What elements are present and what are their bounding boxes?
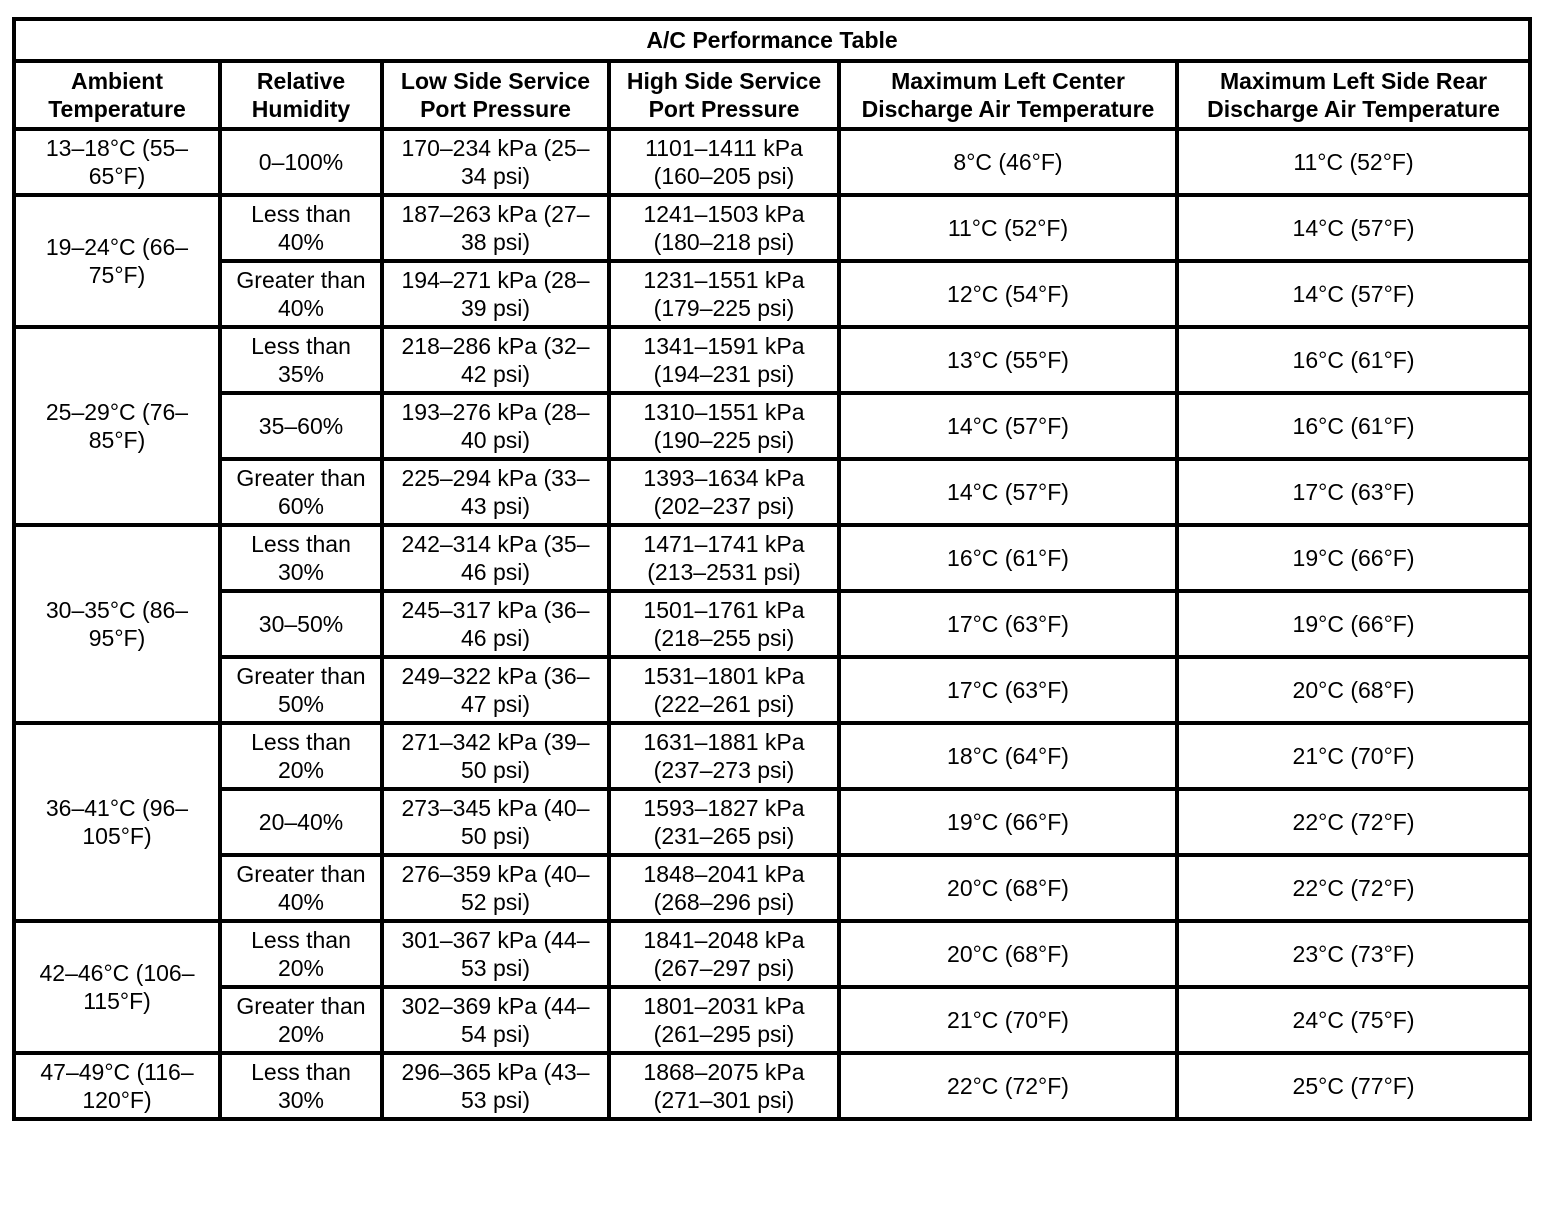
left-rear-discharge-temp-cell: 11°C (52°F) xyxy=(1177,129,1530,195)
cell-line: Greater than xyxy=(236,267,366,293)
cell-line: 1471–1741 kPa xyxy=(643,531,805,557)
ambient-temperature-cell xyxy=(14,327,220,525)
cell-line: 20–40% xyxy=(258,809,344,835)
cell-line: 1101–1411 kPa xyxy=(645,135,803,161)
cell-line: 1231–1551 kPa xyxy=(643,267,805,293)
table-row xyxy=(14,459,1530,525)
cell-line: 245–317 kPa (36– xyxy=(401,597,590,623)
cell-line: Less than xyxy=(251,927,351,953)
low-side-pressure-cell xyxy=(382,195,609,261)
header-line: Temperature xyxy=(48,96,186,122)
cell-line: (268–296 psi) xyxy=(653,889,795,915)
header-line: Maximum Left Center xyxy=(891,68,1125,94)
low-side-pressure-cell xyxy=(382,987,609,1053)
cell-line: 1631–1881 kPa xyxy=(643,729,805,755)
table-row xyxy=(14,195,1530,261)
low-side-pressure-cell xyxy=(382,261,609,327)
column-header-left-center-discharge-temp xyxy=(839,61,1177,129)
left-center-discharge-temp-cell: 17°C (63°F) xyxy=(839,591,1177,657)
low-side-pressure-cell xyxy=(382,393,609,459)
low-side-pressure-cell xyxy=(382,591,609,657)
cell-line: 53 psi) xyxy=(460,1087,531,1113)
cell-line: 60% xyxy=(277,493,325,519)
column-header-high-side-pressure xyxy=(609,61,839,129)
cell-line: 1848–2041 kPa xyxy=(643,861,805,887)
left-rear-discharge-temp-cell: 19°C (66°F) xyxy=(1177,591,1530,657)
high-side-pressure-cell xyxy=(609,855,839,921)
cell-line: 52 psi) xyxy=(460,889,531,915)
left-rear-discharge-temp-cell: 17°C (63°F) xyxy=(1177,459,1530,525)
left-rear-discharge-temp-cell: 16°C (61°F) xyxy=(1177,327,1530,393)
cell-line: 30% xyxy=(277,1087,325,1113)
cell-line: 50 psi) xyxy=(460,823,531,849)
table-row xyxy=(14,525,1530,591)
header-line: Discharge Air Temperature xyxy=(1207,96,1500,122)
cell-line: 50 psi) xyxy=(460,757,531,783)
cell-line: 105°F) xyxy=(82,823,152,849)
cell-line: 273–345 kPa (40– xyxy=(401,795,590,821)
cell-line: 249–322 kPa (36– xyxy=(401,663,590,689)
relative-humidity-cell xyxy=(220,987,382,1053)
cell-line: 40% xyxy=(277,295,325,321)
left-center-discharge-temp-cell: 21°C (70°F) xyxy=(839,987,1177,1053)
low-side-pressure-cell xyxy=(382,129,609,195)
cell-line: 1310–1551 kPa xyxy=(643,399,805,425)
header-line: Port Pressure xyxy=(420,96,571,122)
high-side-pressure-cell xyxy=(609,657,839,723)
header-line: Relative xyxy=(256,68,346,94)
cell-line: 187–263 kPa (27– xyxy=(401,201,590,227)
cell-line: 1393–1634 kPa xyxy=(643,465,805,491)
cell-line: 50% xyxy=(277,691,325,717)
cell-line: 20% xyxy=(277,1021,325,1047)
left-rear-discharge-temp-cell: 14°C (57°F) xyxy=(1177,261,1530,327)
high-side-pressure-cell xyxy=(609,723,839,789)
cell-line: 20% xyxy=(277,757,325,783)
left-rear-discharge-temp-cell: 22°C (72°F) xyxy=(1177,789,1530,855)
left-rear-discharge-temp-cell: 20°C (68°F) xyxy=(1177,657,1530,723)
high-side-pressure-cell xyxy=(609,261,839,327)
cell-line: 1801–2031 kPa xyxy=(643,993,805,1019)
left-rear-discharge-temp-cell: 24°C (75°F) xyxy=(1177,987,1530,1053)
table-row xyxy=(14,789,1530,855)
left-center-discharge-temp-cell: 11°C (52°F) xyxy=(839,195,1177,261)
left-rear-discharge-temp-cell: 14°C (57°F) xyxy=(1177,195,1530,261)
table-title-row xyxy=(14,19,1530,61)
cell-line: 1501–1761 kPa xyxy=(643,597,805,623)
header-line: Humidity xyxy=(251,96,351,122)
cell-line: 1868–2075 kPa xyxy=(643,1059,805,1085)
high-side-pressure-cell xyxy=(609,987,839,1053)
cell-line: 47 psi) xyxy=(460,691,531,717)
cell-line: 40% xyxy=(277,889,325,915)
cell-line: Less than xyxy=(251,201,351,227)
left-rear-discharge-temp-cell: 19°C (66°F) xyxy=(1177,525,1530,591)
low-side-pressure-cell xyxy=(382,657,609,723)
low-side-pressure-cell xyxy=(382,921,609,987)
header-line: High Side Service xyxy=(626,68,822,94)
relative-humidity-cell xyxy=(220,129,382,195)
cell-line: 75°F) xyxy=(88,262,146,288)
relative-humidity-cell xyxy=(220,327,382,393)
left-rear-discharge-temp-cell: 21°C (70°F) xyxy=(1177,723,1530,789)
low-side-pressure-cell xyxy=(382,855,609,921)
cell-line: 40% xyxy=(277,229,325,255)
left-center-discharge-temp-cell: 13°C (55°F) xyxy=(839,327,1177,393)
cell-line: (237–273 psi) xyxy=(653,757,795,783)
cell-line: 35–60% xyxy=(258,413,344,439)
left-center-discharge-temp-cell: 19°C (66°F) xyxy=(839,789,1177,855)
cell-line: 193–276 kPa (28– xyxy=(401,399,590,425)
cell-line: 54 psi) xyxy=(460,1021,531,1047)
left-rear-discharge-temp-cell: 22°C (72°F) xyxy=(1177,855,1530,921)
relative-humidity-cell xyxy=(220,855,382,921)
cell-line: 20% xyxy=(277,955,325,981)
cell-line: 1341–1591 kPa xyxy=(643,333,805,359)
high-side-pressure-cell xyxy=(609,393,839,459)
cell-line: Greater than xyxy=(236,993,366,1019)
cell-line: (261–295 psi) xyxy=(653,1021,795,1047)
cell-line: (231–265 psi) xyxy=(653,823,795,849)
left-center-discharge-temp-cell: 17°C (63°F) xyxy=(839,657,1177,723)
relative-humidity-cell xyxy=(220,921,382,987)
low-side-pressure-cell xyxy=(382,327,609,393)
cell-line: 38 psi) xyxy=(460,229,531,255)
ambient-temperature-cell xyxy=(14,723,220,921)
cell-line: 1531–1801 kPa xyxy=(643,663,805,689)
high-side-pressure-cell xyxy=(609,525,839,591)
cell-line: (194–231 psi) xyxy=(653,361,795,387)
left-rear-discharge-temp-cell: 16°C (61°F) xyxy=(1177,393,1530,459)
ambient-temperature-cell xyxy=(14,525,220,723)
high-side-pressure-cell xyxy=(609,129,839,195)
table-row xyxy=(14,723,1530,789)
cell-line: 53 psi) xyxy=(460,955,531,981)
cell-line: 25–29°C (76– xyxy=(45,399,189,425)
left-center-discharge-temp-cell: 14°C (57°F) xyxy=(839,393,1177,459)
cell-line: 170–234 kPa (25– xyxy=(401,135,590,161)
high-side-pressure-cell xyxy=(609,327,839,393)
header-line: Ambient xyxy=(71,68,163,94)
cell-line: 95°F) xyxy=(88,625,146,651)
relative-humidity-cell xyxy=(220,591,382,657)
left-center-discharge-temp-cell: 16°C (61°F) xyxy=(839,525,1177,591)
relative-humidity-cell xyxy=(220,789,382,855)
column-header-left-rear-discharge-temp xyxy=(1177,61,1530,129)
cell-line: 225–294 kPa (33– xyxy=(401,465,590,491)
cell-line: Greater than xyxy=(236,465,366,491)
table-row xyxy=(14,855,1530,921)
table-row xyxy=(14,591,1530,657)
high-side-pressure-cell xyxy=(609,921,839,987)
ambient-temperature-cell xyxy=(14,129,220,195)
low-side-pressure-cell xyxy=(382,1053,609,1119)
cell-line: 46 psi) xyxy=(460,559,531,585)
cell-line: 271–342 kPa (39– xyxy=(401,729,590,755)
cell-line: 13–18°C (55– xyxy=(45,135,189,161)
cell-line: (202–237 psi) xyxy=(653,493,795,519)
cell-line: (179–225 psi) xyxy=(653,295,795,321)
relative-humidity-cell xyxy=(220,1053,382,1119)
cell-line: (267–297 psi) xyxy=(653,955,795,981)
low-side-pressure-cell xyxy=(382,525,609,591)
cell-line: 42 psi) xyxy=(460,361,531,387)
ambient-temperature-cell xyxy=(14,1053,220,1119)
cell-line: (180–218 psi) xyxy=(653,229,795,255)
cell-line: Less than xyxy=(251,1059,351,1085)
cell-line: 19–24°C (66– xyxy=(45,234,189,260)
table-row xyxy=(14,129,1530,195)
cell-line: 276–359 kPa (40– xyxy=(401,861,590,887)
cell-line: (190–225 psi) xyxy=(653,427,795,453)
cell-line: Less than xyxy=(251,729,351,755)
table-title: A/C Performance Table xyxy=(14,19,1530,61)
cell-line: 30% xyxy=(277,559,325,585)
column-header-relative-humidity xyxy=(220,61,382,129)
cell-line: 40 psi) xyxy=(460,427,531,453)
cell-line: 1241–1503 kPa xyxy=(643,201,805,227)
left-center-discharge-temp-cell: 22°C (72°F) xyxy=(839,1053,1177,1119)
high-side-pressure-cell xyxy=(609,459,839,525)
table-row xyxy=(14,327,1530,393)
left-center-discharge-temp-cell: 20°C (68°F) xyxy=(839,921,1177,987)
header-line: Discharge Air Temperature xyxy=(861,96,1155,122)
cell-line: 46 psi) xyxy=(460,625,531,651)
cell-line: 115°F) xyxy=(83,988,151,1014)
cell-line: 120°F) xyxy=(82,1087,152,1113)
table-row xyxy=(14,261,1530,327)
high-side-pressure-cell xyxy=(609,195,839,261)
table-row xyxy=(14,657,1530,723)
cell-line: 1841–2048 kPa xyxy=(643,927,805,953)
relative-humidity-cell xyxy=(220,525,382,591)
cell-line: (213–2531 psi) xyxy=(647,559,801,585)
cell-line: 85°F) xyxy=(88,427,146,453)
header-line: Maximum Left Side Rear xyxy=(1219,68,1488,94)
ac-performance-table-container xyxy=(12,17,1528,1121)
table-row xyxy=(14,987,1530,1053)
ambient-temperature-cell xyxy=(14,921,220,1053)
low-side-pressure-cell xyxy=(382,459,609,525)
table-header-row xyxy=(14,61,1530,129)
relative-humidity-cell xyxy=(220,723,382,789)
left-rear-discharge-temp-cell: 25°C (77°F) xyxy=(1177,1053,1530,1119)
cell-line: Less than xyxy=(251,333,351,359)
column-header-low-side-pressure xyxy=(382,61,609,129)
cell-line: Less than xyxy=(251,531,351,557)
header-line: Low Side Service xyxy=(400,68,591,94)
cell-line: 301–367 kPa (44– xyxy=(401,927,590,953)
relative-humidity-cell xyxy=(220,459,382,525)
cell-line: 0–100% xyxy=(258,149,344,175)
left-center-discharge-temp-cell: 12°C (54°F) xyxy=(839,261,1177,327)
cell-line: Greater than xyxy=(236,861,366,887)
table-row xyxy=(14,921,1530,987)
left-center-discharge-temp-cell: 20°C (68°F) xyxy=(839,855,1177,921)
high-side-pressure-cell xyxy=(609,789,839,855)
cell-line: 35% xyxy=(277,361,325,387)
high-side-pressure-cell xyxy=(609,1053,839,1119)
cell-line: 30–50% xyxy=(258,611,344,637)
high-side-pressure-cell xyxy=(609,591,839,657)
cell-line: 30–35°C (86– xyxy=(45,597,189,623)
left-center-discharge-temp-cell: 18°C (64°F) xyxy=(839,723,1177,789)
low-side-pressure-cell xyxy=(382,789,609,855)
left-center-discharge-temp-cell: 8°C (46°F) xyxy=(839,129,1177,195)
low-side-pressure-cell xyxy=(382,723,609,789)
table-row xyxy=(14,1053,1530,1119)
cell-line: 39 psi) xyxy=(460,295,531,321)
cell-line: 296–365 kPa (43– xyxy=(401,1059,590,1085)
cell-line: 242–314 kPa (35– xyxy=(401,531,590,557)
ac-performance-table xyxy=(12,17,1532,1121)
cell-line: 36–41°C (96– xyxy=(45,795,189,821)
relative-humidity-cell xyxy=(220,195,382,261)
left-center-discharge-temp-cell: 14°C (57°F) xyxy=(839,459,1177,525)
cell-line: (218–255 psi) xyxy=(653,625,795,651)
table-body xyxy=(14,129,1530,1119)
cell-line: 218–286 kPa (32– xyxy=(401,333,590,359)
cell-line: 43 psi) xyxy=(460,493,531,519)
cell-line: Greater than xyxy=(236,663,366,689)
cell-line: 65°F) xyxy=(88,163,146,189)
cell-line: (160–205 psi) xyxy=(653,163,795,189)
cell-line: 42–46°C (106– xyxy=(39,960,195,986)
relative-humidity-cell xyxy=(220,261,382,327)
cell-line: 302–369 kPa (44– xyxy=(401,993,590,1019)
cell-line: 34 psi) xyxy=(460,163,531,189)
cell-line: 1593–1827 kPa xyxy=(643,795,805,821)
relative-humidity-cell xyxy=(220,393,382,459)
cell-line: 194–271 kPa (28– xyxy=(401,267,590,293)
cell-line: (222–261 psi) xyxy=(653,691,795,717)
column-header-ambient-temperature xyxy=(14,61,220,129)
table-row xyxy=(14,393,1530,459)
header-line: Port Pressure xyxy=(648,96,800,122)
left-rear-discharge-temp-cell: 23°C (73°F) xyxy=(1177,921,1530,987)
ambient-temperature-cell xyxy=(14,195,220,327)
cell-line: 47–49°C (116– xyxy=(40,1059,194,1085)
relative-humidity-cell xyxy=(220,657,382,723)
cell-line: (271–301 psi) xyxy=(653,1087,795,1113)
